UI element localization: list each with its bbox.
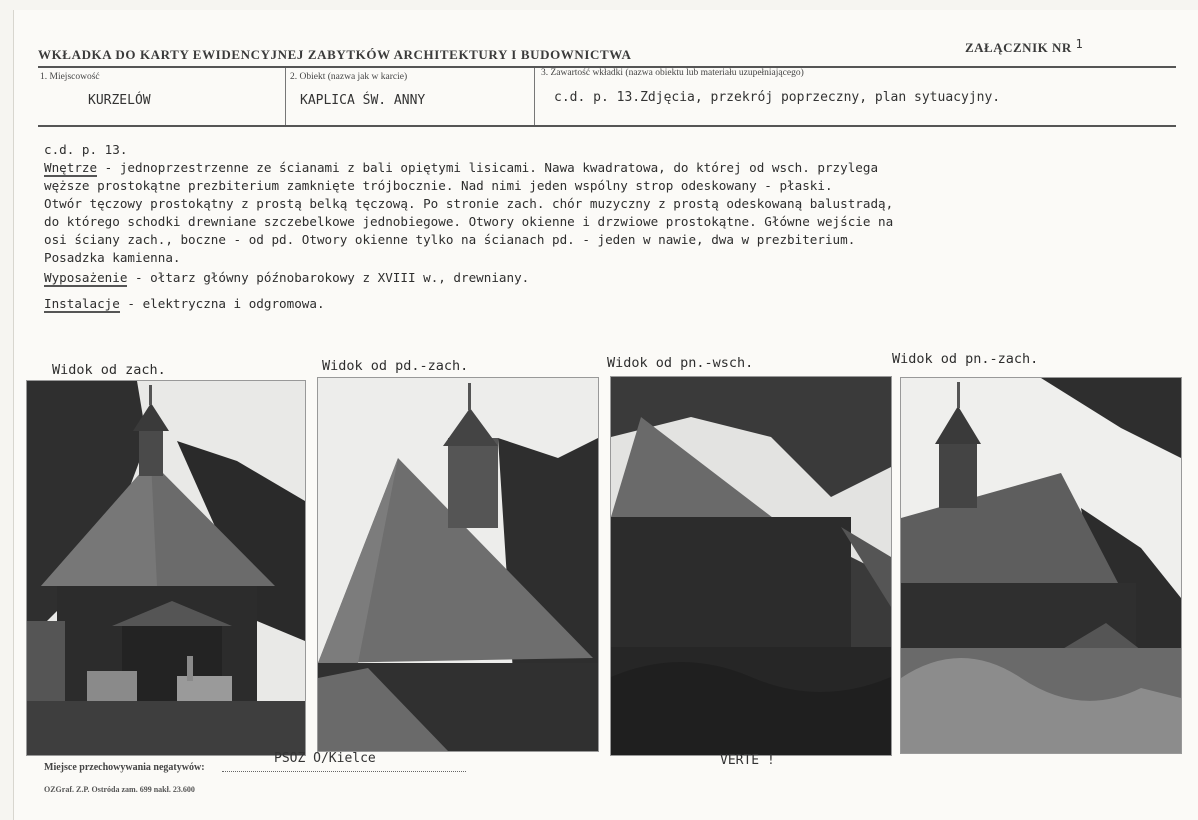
field-divider (534, 68, 535, 125)
annex-label (965, 37, 1084, 56)
interior-line (44, 160, 878, 175)
form-title: WKŁADKA DO KARTY EWIDENCYJNEJ ZABYTKÓW ARCHITEKTURY I BUDOWNICTWA (38, 47, 632, 62)
negatives-value: PSOZ O/Kielce (274, 751, 376, 766)
photo-caption: Widok od zach. (52, 362, 166, 378)
object-value: KAPLICA ŚW. ANNY (300, 93, 426, 108)
photo-northeast-view (610, 376, 892, 756)
contents-value: c.d. p. 13.Zdjęcia, przekrój poprzeczny, plan sytuacyjny. (554, 90, 1001, 105)
interior-line: osi ściany zach., boczne - od pd. Otwory okienne tylko na ścianach pd. - jeden w nawie, dwa w prezbiterium. (44, 232, 856, 247)
locality-value: KURZELÓW (88, 93, 151, 108)
church-photo-illustration (27, 381, 305, 755)
installations-text: - elektryczna i odgromowa. (119, 296, 325, 311)
equipment-text: - ołtarz główny późnobarokowy z XVIII w., drewniany. (127, 270, 530, 285)
interior-heading: Wnętrze (44, 160, 98, 175)
photo-southwest-view (317, 377, 599, 752)
photo-caption: Widok od pn.-wsch. (607, 355, 754, 371)
church-photo-illustration (318, 378, 598, 751)
church-photo-illustration (611, 377, 891, 755)
verte-note: VERTE ! (720, 753, 775, 768)
interior-line: Otwór tęczowy prostokątny z prostą belką tęczową. Po stronie zach. chór muzyczny z prostą odeskowaną balustradą, (44, 196, 894, 211)
installations-heading: Instalacje (44, 296, 120, 311)
interior-line: Posadzka kamienna. (44, 250, 181, 265)
interior-line: węższe prostokątne prezbiterium zamknięte trójbocznie. Nad nimi jeden wspólny strop odeskowany - płaski. (44, 178, 833, 193)
intro-text: c.d. p. 13. (44, 142, 128, 157)
equipment-heading: Wyposażenie (44, 270, 128, 285)
negatives-label: Miejsce przechowywania negatywów: (44, 762, 205, 773)
interior-line: do którego schodki drewniane szczebelkowe jednobiegowe. Otwory okienne i drzwiowe prostokątne. Główne wejście na (44, 214, 894, 229)
fields-rule (38, 125, 1176, 127)
photo-northwest-view (900, 377, 1182, 754)
photo-west-view (26, 380, 306, 756)
printer-note: OZGraf. Z.P. Ostróda zam. 699 nakł. 23.600 (44, 785, 195, 794)
installations-line (44, 296, 325, 311)
photo-caption: Widok od pn.-zach. (892, 351, 1039, 367)
locality-label: 1. Miejscowość (40, 72, 100, 82)
contents-label: 3. Zawartość wkładki (nazwa obiektu lub materiału uzupełniającego) (541, 68, 804, 78)
object-label: 2. Obiekt (nazwa jak w karcie) (290, 72, 408, 82)
equipment-line (44, 270, 529, 285)
interior-line-text: - jednoprzestrzenne ze ścianami z bali opiętymi lisicami. Nawa kwadratowa, do której od wsch. przylega (97, 160, 879, 175)
church-photo-illustration (901, 378, 1181, 753)
photo-caption: Widok od pd.-zach. (322, 358, 469, 374)
field-divider (285, 68, 286, 125)
annex-number: 1 (1075, 37, 1084, 51)
negatives-line (222, 771, 466, 772)
annex-label-text: ZAŁĄCZNIK NR (965, 40, 1072, 55)
